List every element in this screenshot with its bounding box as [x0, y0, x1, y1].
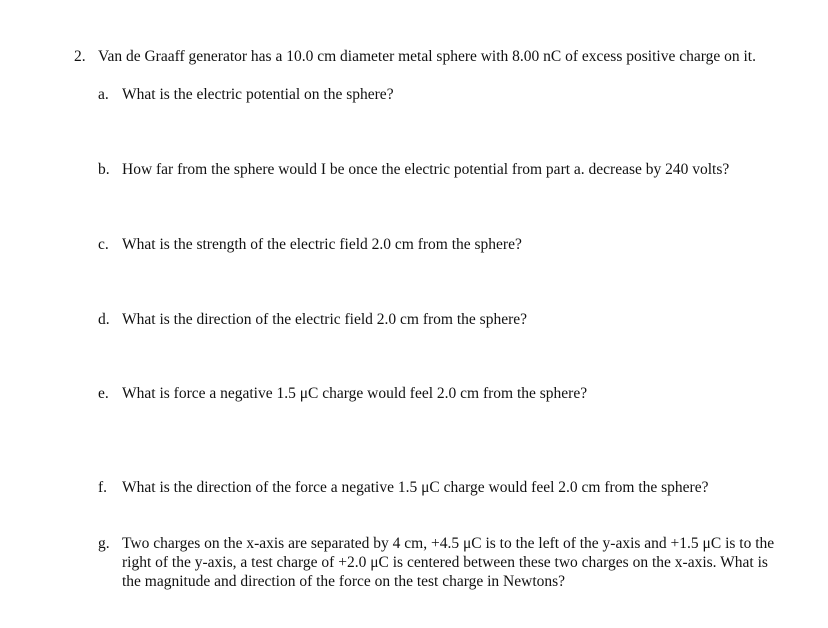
question-number: 2.	[74, 48, 86, 65]
question-text: Van de Graaff generator has a 10.0 cm diameter metal sphere with 8.00 nC of excess positive charge on it.	[98, 48, 756, 65]
part-letter: d.	[98, 311, 110, 328]
part-letter: e.	[98, 385, 109, 402]
part-letter: f.	[98, 479, 108, 496]
part-text: Two charges on the x-axis are separated by 4 cm, +4.5 μC is to the left of the y-axis and +1.5 μC is to the right of the y-axis, a test charge of +2.0 μC is centered between these two charges on the x-axis. What is the magnitude and direction of the force on the test charge in Newtons?	[122, 535, 775, 590]
part-e	[98, 384, 778, 403]
part-text: What is force a negative 1.5 μC charge would feel 2.0 cm from the sphere?	[122, 385, 588, 402]
part-g	[98, 534, 778, 591]
part-b	[98, 160, 778, 179]
part-f	[98, 478, 778, 497]
part-c	[98, 235, 778, 254]
part-letter: c.	[98, 236, 109, 253]
part-text: What is the strength of the electric field 2.0 cm from the sphere?	[122, 236, 522, 253]
question-2	[74, 47, 774, 66]
part-text: What is the direction of the electric field 2.0 cm from the sphere?	[122, 311, 527, 328]
part-text: How far from the sphere would I be once the electric potential from part a. decrease by 240 volts?	[122, 161, 730, 178]
part-d	[98, 310, 778, 329]
part-text: What is the electric potential on the sphere?	[122, 86, 394, 103]
part-letter: b.	[98, 161, 110, 178]
part-text: What is the direction of the force a negative 1.5 μC charge would feel 2.0 cm from the sphere?	[122, 479, 709, 496]
part-a	[98, 85, 778, 104]
part-letter: a.	[98, 86, 109, 103]
part-letter: g.	[98, 535, 110, 552]
